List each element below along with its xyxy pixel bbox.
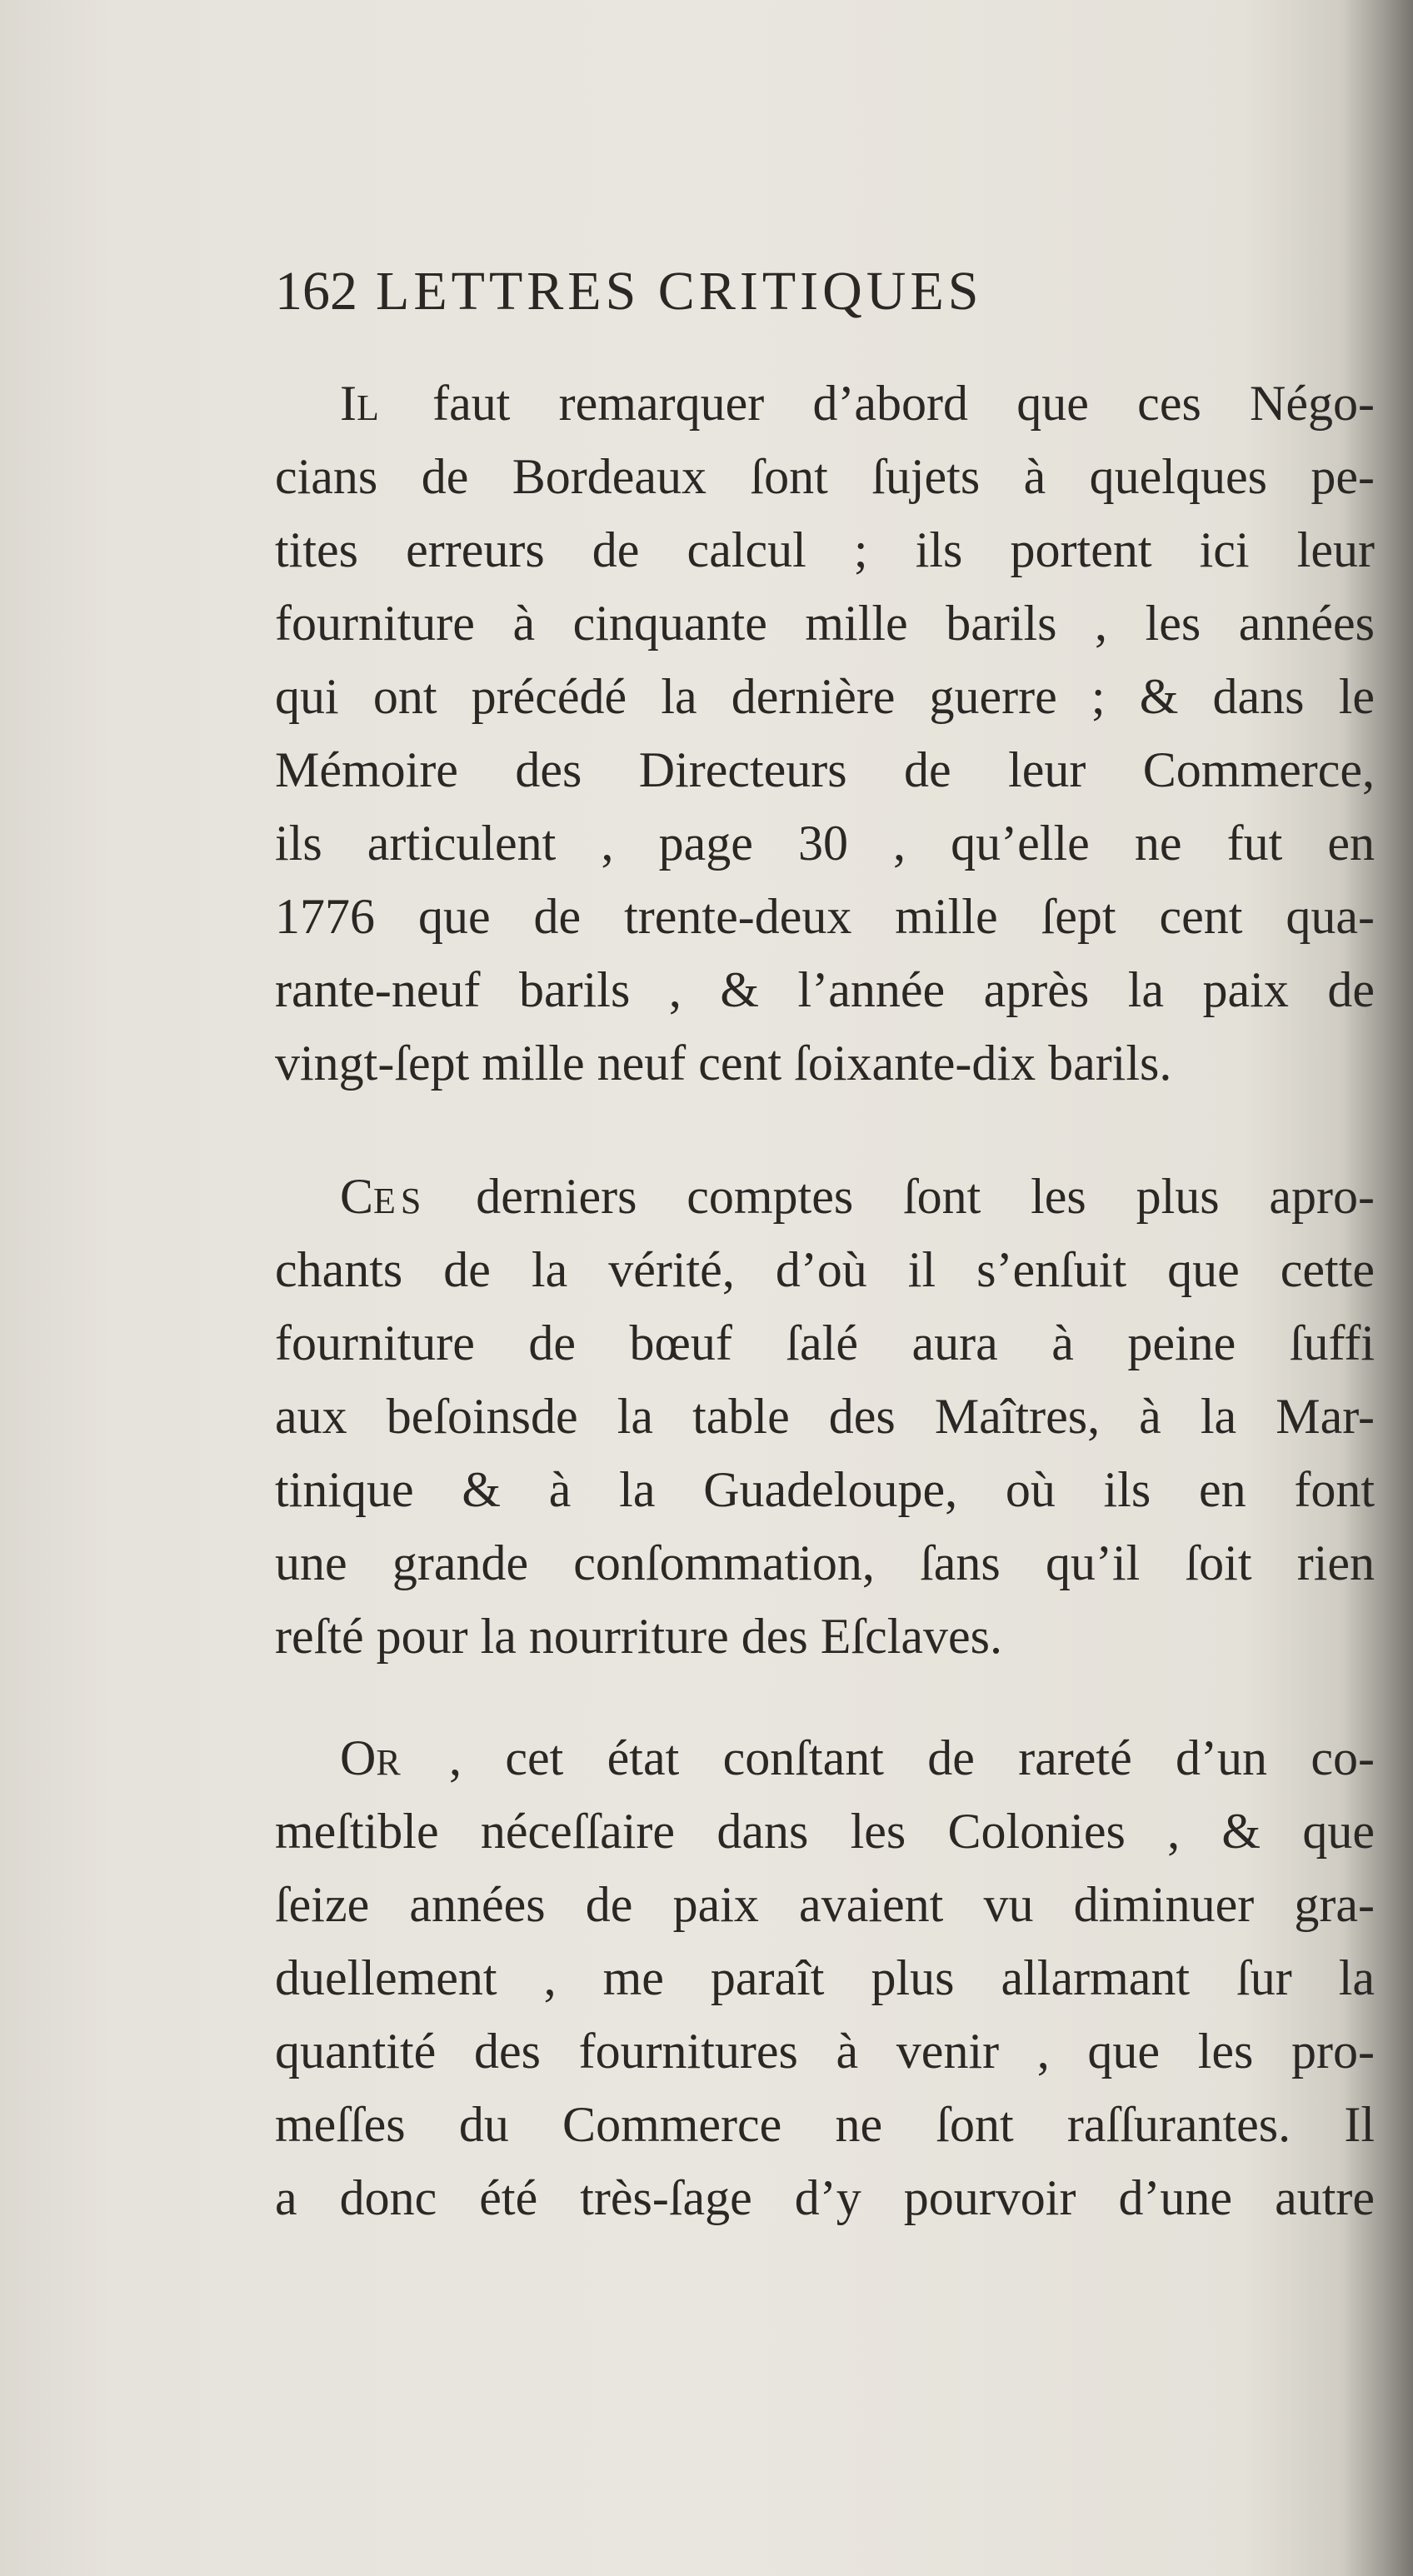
- paragraph-1: [275, 367, 1375, 1100]
- line-text: ils articulent , page 30 , qu’elle ne fut en: [275, 816, 1375, 871]
- text-line: [275, 2088, 1375, 2161]
- text-line: [275, 587, 1375, 660]
- line-text: chants de la vérité, d’où il s’enſuit que cette: [275, 1242, 1375, 1297]
- text-line: [275, 880, 1375, 953]
- text-line: [275, 513, 1375, 587]
- line-text: duellement , me paraît plus allarmant ſur la: [275, 1950, 1375, 2005]
- text-line: [275, 806, 1375, 880]
- text-line: [275, 1868, 1375, 1941]
- text-line: [275, 1026, 1375, 1100]
- text-line: [275, 1721, 1375, 1795]
- text-line: [275, 953, 1375, 1026]
- text-line: [275, 1526, 1375, 1600]
- line-text: , cet état conſtant de rareté d’un co-: [405, 1730, 1375, 1785]
- text-line: [275, 1941, 1375, 2014]
- line-text: fourniture à cinquante mille barils , les années: [275, 596, 1375, 651]
- line-text: meſſes du Commerce ne ſont raſſurantes. Il: [275, 2097, 1375, 2152]
- text-line: [275, 1795, 1375, 1868]
- lead-capital: C: [340, 1169, 374, 1224]
- paragraph-3: [275, 1721, 1375, 2234]
- line-text: quantité des fournitures à venir , que les pro-: [275, 2024, 1375, 2079]
- line-text: 1776 que de trente-deux mille ſept cent qua-: [275, 889, 1375, 944]
- text-line: [275, 1380, 1375, 1453]
- lead-small-caps: L: [356, 387, 384, 428]
- text-line: [275, 2161, 1375, 2234]
- text-line: [275, 367, 1375, 440]
- text-line: [275, 440, 1375, 513]
- line-text: faut remarquer d’abord que ces Négo-: [383, 376, 1375, 431]
- page-number: 162: [275, 261, 357, 322]
- line-text: meſtible néceſſaire dans les Colonies , & que: [275, 1804, 1375, 1859]
- line-text: fourniture de bœuf ſalé aura à peine ſuffi: [275, 1315, 1375, 1370]
- lead-small-caps: R: [376, 1742, 406, 1783]
- lead-capital: O: [340, 1730, 377, 1785]
- running-title: LETTRES CRITIQUES: [376, 261, 983, 322]
- paragraph-2: [275, 1160, 1375, 1673]
- text-line: [275, 660, 1375, 733]
- lead-small-caps: ES: [373, 1181, 427, 1221]
- text-line: [275, 1453, 1375, 1526]
- line-text: a donc été très-ſage d’y pourvoir d’une autre: [275, 2170, 1375, 2225]
- line-text: derniers comptes ſont les plus apro-: [426, 1169, 1375, 1224]
- line-text: cians de Bordeaux ſont ſujets à quelques pe-: [275, 449, 1375, 504]
- line-text: reſté pour la nourriture des Eſclaves.: [275, 1609, 1002, 1664]
- text-line: [275, 2014, 1375, 2088]
- text-line: [275, 1160, 1375, 1233]
- text-line: [275, 1306, 1375, 1380]
- running-header: [275, 260, 1308, 323]
- line-text: ſeize années de paix avaient vu diminuer gra-: [275, 1877, 1375, 1932]
- text-line: [275, 1233, 1375, 1306]
- line-text: une grande conſommation, ſans qu’il ſoit rien: [275, 1535, 1375, 1590]
- text-line: [275, 733, 1375, 806]
- line-text: qui ont précédé la dernière guerre ; & dans le: [275, 669, 1375, 724]
- lead-capital: I: [340, 376, 357, 431]
- text-line: [275, 1600, 1375, 1673]
- line-text: tites erreurs de calcul ; ils portent ici leur: [275, 522, 1375, 577]
- line-text: vingt-ſept mille neuf cent ſoixante-dix barils.: [275, 1036, 1172, 1091]
- line-text: Mémoire des Directeurs de leur Commerce,: [275, 742, 1375, 797]
- line-text: aux beſoinsde la table des Maîtres, à la Mar-: [275, 1389, 1375, 1444]
- line-text: tinique & à la Guadeloupe, où ils en font: [275, 1462, 1375, 1517]
- line-text: rante-neuf barils , & l’année après la paix de: [275, 962, 1375, 1017]
